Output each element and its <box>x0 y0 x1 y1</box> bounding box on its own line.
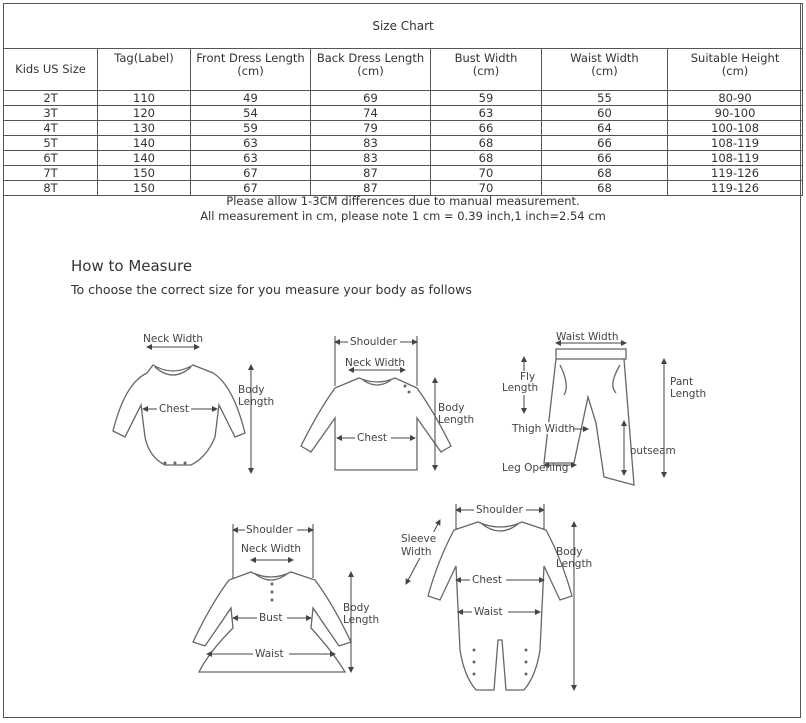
shirt-body-label-2: Length <box>438 414 475 426</box>
romper-body-label-2: Length <box>556 558 593 570</box>
pants-waist-label: Waist Width <box>556 331 619 343</box>
table-cell: 4T <box>4 121 98 136</box>
bodysuit-body-label-1: Body <box>238 384 265 396</box>
dress-shoulder-label: Shoulder <box>246 524 293 536</box>
table-cell: 87 <box>311 166 431 181</box>
table-cell: 3T <box>4 106 98 121</box>
shirt-neck-label: Neck Width <box>345 357 406 369</box>
table-cell: 60 <box>542 106 668 121</box>
size-chart-header: Tag(Label) <box>98 49 191 91</box>
size-chart-header: Front Dress Length (cm) <box>191 49 311 91</box>
bodysuit-diagram <box>95 325 285 485</box>
size-chart-title: Size Chart <box>4 4 803 49</box>
table-cell: 54 <box>191 106 311 121</box>
pants-pant-label-2: Length <box>670 388 707 400</box>
table-cell: 49 <box>191 91 311 106</box>
table-cell: 69 <box>311 91 431 106</box>
measurement-notes <box>0 194 806 223</box>
table-cell: 55 <box>542 91 668 106</box>
table-cell: 140 <box>98 136 191 151</box>
table-cell: 119-126 <box>668 166 803 181</box>
romper-waist-label: Waist <box>474 606 503 618</box>
table-row <box>4 91 803 106</box>
dress-diagram <box>185 520 385 680</box>
table-cell: 130 <box>98 121 191 136</box>
table-cell: 68 <box>431 151 542 166</box>
table-cell: 63 <box>431 106 542 121</box>
table-cell: 7T <box>4 166 98 181</box>
shirt-diagram <box>293 330 483 490</box>
size-chart-header: Waist Width (cm) <box>542 49 668 91</box>
romper-chest-label: Chest <box>472 574 503 586</box>
romper-diagram <box>398 500 608 695</box>
table-cell: 68 <box>542 181 668 196</box>
dress-body-label-1: Body <box>343 602 370 614</box>
table-cell: 66 <box>542 151 668 166</box>
pants-thigh-label: Thigh Width <box>512 423 576 435</box>
table-cell: 120 <box>98 106 191 121</box>
table-cell: 67 <box>191 166 311 181</box>
romper-body-label-1: Body <box>556 546 583 558</box>
dress-body-label-2: Length <box>343 614 380 626</box>
shirt-chest-label: Chest <box>357 432 388 444</box>
table-row <box>4 136 803 151</box>
romper-sleeve-label-1: Sleeve <box>401 533 437 545</box>
table-row <box>4 166 803 181</box>
size-chart-header: Suitable Height (cm) <box>668 49 803 91</box>
table-cell: 110 <box>98 91 191 106</box>
table-cell: 80-90 <box>668 91 803 106</box>
table-cell: 66 <box>542 136 668 151</box>
dress-neck-label: Neck Width <box>241 543 302 555</box>
pants-leg-label: Leg Opening <box>502 462 569 474</box>
table-cell: 83 <box>311 151 431 166</box>
table-cell: 70 <box>431 181 542 196</box>
table-cell: 140 <box>98 151 191 166</box>
shirt-body-label-1: Body <box>438 402 465 414</box>
table-cell: 79 <box>311 121 431 136</box>
table-cell: 108-119 <box>668 136 803 151</box>
how-to-measure-title: How to Measure <box>71 257 193 275</box>
bodysuit-body-label-2: Length <box>238 396 275 408</box>
table-cell: 2T <box>4 91 98 106</box>
pants-fly-label-1: Fly <box>520 371 536 383</box>
table-cell: 5T <box>4 136 98 151</box>
size-chart-table <box>3 3 803 196</box>
pants-outseam-label: outseam <box>630 445 676 457</box>
note-tolerance: Please allow 1-3CM differences due to manual measurement. <box>226 194 580 208</box>
size-chart-header: Back Dress Length (cm) <box>311 49 431 91</box>
bodysuit-neck-label: Neck Width <box>143 333 204 345</box>
table-cell: 150 <box>98 181 191 196</box>
table-cell: 68 <box>542 166 668 181</box>
size-chart-header: Kids US Size <box>4 49 98 91</box>
table-cell: 8T <box>4 181 98 196</box>
table-cell: 67 <box>191 181 311 196</box>
table-cell: 6T <box>4 151 98 166</box>
table-cell: 150 <box>98 166 191 181</box>
table-row <box>4 106 803 121</box>
table-cell: 66 <box>431 121 542 136</box>
note-conversion: All measurement in cm, please note 1 cm = 0.39 inch,1 inch=2.54 cm <box>200 208 606 223</box>
how-to-measure-subtitle: To choose the correct size for you measure your body as follows <box>71 282 472 297</box>
table-cell: 68 <box>431 136 542 151</box>
table-cell: 119-126 <box>668 181 803 196</box>
table-cell: 70 <box>431 166 542 181</box>
romper-shoulder-label: Shoulder <box>476 504 523 516</box>
pants-pant-label-1: Pant <box>670 376 694 388</box>
table-cell: 83 <box>311 136 431 151</box>
table-cell: 90-100 <box>668 106 803 121</box>
bodysuit-chest-label: Chest <box>159 403 190 415</box>
table-cell: 63 <box>191 136 311 151</box>
table-cell: 100-108 <box>668 121 803 136</box>
size-chart-header: Bust Width (cm) <box>431 49 542 91</box>
table-cell: 87 <box>311 181 431 196</box>
table-cell: 59 <box>431 91 542 106</box>
table-cell: 59 <box>191 121 311 136</box>
table-cell: 64 <box>542 121 668 136</box>
dress-waist-label: Waist <box>255 648 284 660</box>
pants-diagram <box>500 325 710 485</box>
table-cell: 63 <box>191 151 311 166</box>
pants-fly-label-2: Length <box>502 382 539 394</box>
table-row <box>4 151 803 166</box>
table-row <box>4 121 803 136</box>
table-cell: 74 <box>311 106 431 121</box>
romper-sleeve-label-2: Width <box>401 546 432 558</box>
dress-bust-label: Bust <box>259 612 283 624</box>
shirt-shoulder-label: Shoulder <box>350 336 397 348</box>
table-cell: 108-119 <box>668 151 803 166</box>
